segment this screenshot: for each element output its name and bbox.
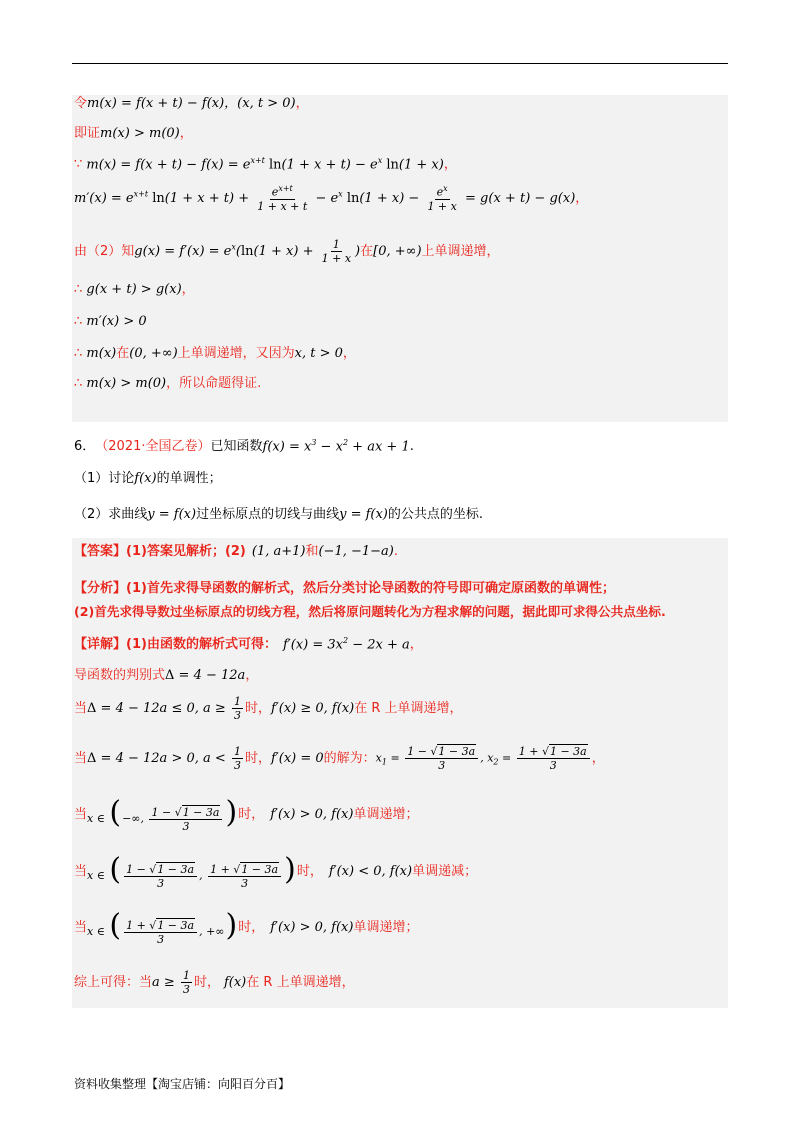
- analysis-text-1: (1)首先求得导函数的解析式，然后分类讨论导函数的符号即可确定原函数的单调性；: [126, 581, 615, 596]
- q2-tail: 的公共点的坐标.: [387, 507, 484, 522]
- proof-interval: [0, +∞): [373, 244, 422, 259]
- proof-line-3: [74, 157, 457, 171]
- proof-line-lead: ∴: [74, 376, 83, 391]
- answer-text: (1)答案见解析；(2): [126, 544, 246, 559]
- proof-line-4: [74, 185, 588, 212]
- detail-tail: 在 R 上单调递增，: [246, 975, 355, 990]
- detail-line-1: [74, 637, 423, 651]
- detail-line-3: [74, 696, 463, 721]
- detail-mid: 的解为：: [323, 751, 376, 766]
- answer-and: 和: [305, 544, 319, 559]
- proof-line-lead: ∴: [74, 282, 83, 297]
- proof-line-tail: ，所以命题得证.: [166, 376, 262, 391]
- detail-line-8: [74, 970, 355, 995]
- detail-lead: 当: [74, 701, 88, 716]
- detail-math: a ≥ $\frac{1}{3}$: [152, 969, 190, 996]
- question-2: [74, 508, 483, 521]
- proof-line-tail: ，: [295, 96, 309, 111]
- proof-line-1: [74, 97, 309, 110]
- proof-line-8: [74, 347, 356, 360]
- detail-text: (1)由函数的解析式可得：: [126, 636, 277, 652]
- proof-math: m(x): [82, 346, 117, 361]
- proof-line-tail: 上单调递增，: [421, 244, 500, 259]
- q2-math2: y = f(x): [339, 507, 388, 522]
- proof-line-tail: ，: [575, 190, 589, 206]
- proof-line-mid: 在: [116, 346, 130, 361]
- detail-math: Δ = 4 − 12a ≤ 0, a ≥ $\frac{1}{3}$: [87, 695, 241, 722]
- analysis-line-1: [74, 582, 615, 595]
- detail-tail: 单调递增；: [353, 920, 419, 936]
- detail-math: f′(x) ≥ 0, f(x): [270, 701, 355, 716]
- problem-end: .: [409, 438, 414, 454]
- detail-lead: 当: [74, 920, 88, 936]
- proof-line-mid: 在: [360, 244, 374, 259]
- question-1: [74, 472, 222, 485]
- proof-line-tail: ，: [342, 346, 356, 361]
- detail-math: x ∈ ( $\frac{1 - √1 - 3a}{3}$ , $\frac{1 + √1 - 3a}{3}$ ): [87, 852, 296, 890]
- problem-stem: [74, 439, 414, 453]
- proof-interval: (0, +∞): [129, 346, 178, 361]
- detail-tail: ，: [409, 636, 423, 652]
- proof-math: $m'(x) = e^{x+t}$ ln(1 + x + t) + $\frac{e^{x+t}}{1 + x + t}$ − $e^x$ ln(1 + x) − $\frac{e^x}{1 + x}$ = g(x + t) − g(x): [74, 184, 576, 213]
- detail-tag: 【详解】: [74, 636, 127, 652]
- detail-roots: $x_1$ = $\frac{1 - √1 - 3a}{3}$ , $x_2$ = $\frac{1 + √1 - 3a}{3}$: [376, 746, 592, 771]
- proof-math: m(x) > m(0): [100, 126, 180, 141]
- problem-number: 6．: [74, 438, 96, 454]
- detail-math: Δ = 4 − 12a > 0, a < $\frac{1}{3}$: [87, 745, 241, 772]
- proof-line-tail: ，: [181, 282, 195, 297]
- detail-math: f′(x) < 0, f(x): [328, 864, 413, 880]
- answer-point-1: (1, a+1): [251, 544, 306, 559]
- analysis-tag: 【分析】: [74, 581, 127, 596]
- analysis-line-2: [74, 606, 666, 619]
- footer-source: 资料收集整理【淘宝店铺：向阳百分百】: [74, 1077, 291, 1091]
- detail-math: f′(x) > 0, f(x): [270, 920, 354, 936]
- proof-math: $m(x) = f(x + t) - f(x) = e^{x+t}$ $\ln(1 + x + t) - e^x$ ln(1 + x): [82, 156, 444, 173]
- detail-math: $f'(x) = 3x^2 - 2x + a$: [282, 636, 410, 653]
- detail-tail: 在 R 上单调递增，: [354, 701, 463, 716]
- proof-line-9: [74, 377, 261, 390]
- answer-line: [74, 545, 398, 558]
- answer-end: .: [393, 544, 399, 559]
- proof-line-tail: ，: [179, 126, 193, 141]
- proof-math: m(x) > m(0): [82, 376, 167, 391]
- detail-line-2: [74, 669, 258, 682]
- q2-mid: 过坐标原点的切线与曲线: [196, 507, 340, 522]
- proof-math: g(x + t) > g(x): [86, 282, 182, 297]
- q2-lead: （2）求曲线: [74, 507, 148, 522]
- answer-tag: 【答案】: [74, 544, 127, 559]
- detail-line-4: [74, 746, 605, 771]
- proof-line-tail: 上单调递增，又因为: [177, 346, 295, 361]
- detail-lead: 当: [74, 751, 88, 766]
- detail-tail: ，: [591, 751, 605, 766]
- header-rule: [72, 63, 728, 64]
- proof-line-tail: ，: [443, 156, 457, 172]
- q2-math1: y = f(x): [147, 507, 197, 522]
- detail-mid: 时，: [244, 751, 271, 766]
- proof-line-lead: ∵: [74, 156, 83, 172]
- detail-lead: 综上可得：当: [74, 975, 153, 990]
- detail-lead: 当: [74, 864, 88, 880]
- detail-mid: 时，: [238, 920, 265, 936]
- answer-point-2: (−1, −1−a): [318, 544, 394, 559]
- detail-math: x ∈ ( $\frac{1 + √1 - 3a}{3}$ , +∞): [87, 908, 238, 946]
- proof-math: x, t > 0: [294, 346, 343, 361]
- detail-tail: 单调递增；: [353, 807, 419, 823]
- detail-mid: 时，: [296, 864, 323, 880]
- proof-math: m′(x) > 0: [82, 314, 147, 329]
- problem-stem-text: 已知函数: [210, 438, 263, 454]
- q1-lead: （1）讨论: [74, 471, 135, 486]
- problem-function: $f(x) = x^3 - x^2$ + ax + 1: [262, 438, 410, 455]
- proof-math: m(x) = f(x + t) − f(x)，(x, t > 0): [87, 96, 296, 111]
- detail-mid: 时，: [244, 701, 271, 716]
- proof-line-lead: 由（2）知: [74, 244, 135, 259]
- q1-tail: 的单调性；: [156, 471, 222, 486]
- detail-mid: 时，: [193, 975, 220, 990]
- q1-math: f(x): [134, 471, 157, 486]
- detail-line-5: [74, 795, 419, 833]
- detail-line-7: [74, 908, 419, 946]
- detail-tail: ，: [245, 668, 259, 683]
- detail-math: f′(x) = 0: [270, 751, 324, 766]
- analysis-text-2: (2)首先求得导数过坐标原点的切线方程，然后将原问题转化为方程求解的问题，据此即可求得公共点坐标.: [74, 604, 666, 619]
- proof-math: $g(x) = f'(x) = e^x(\ln(1 + x)$ + $\frac{1}{1 + x}$ ): [134, 238, 361, 265]
- detail-math: x ∈ (−∞, $\frac{1 - √1 - 3a}{3}$ ): [87, 795, 238, 833]
- proof-line-lead: ∴: [74, 314, 83, 329]
- proof-line-2: [74, 127, 193, 140]
- detail-tail: 单调递减；: [412, 864, 478, 880]
- proof-line-lead: ∴: [74, 346, 83, 361]
- detail-text: 导函数的判别式: [74, 668, 166, 683]
- proof-line-7: [74, 315, 147, 328]
- proof-line-5: [74, 239, 500, 264]
- proof-line-6: [74, 283, 195, 296]
- detail-math: f′(x) > 0, f(x): [270, 807, 354, 823]
- detail-line-6: [74, 852, 478, 890]
- proof-line-lead: 令: [74, 96, 88, 111]
- detail-math: f(x): [223, 975, 247, 990]
- problem-source: （2021·全国乙卷）: [95, 438, 211, 454]
- detail-mid: 时，: [238, 807, 265, 823]
- detail-math: Δ = 4 − 12a: [165, 668, 246, 683]
- proof-line-lead: 即证: [74, 126, 101, 141]
- detail-lead: 当: [74, 807, 88, 823]
